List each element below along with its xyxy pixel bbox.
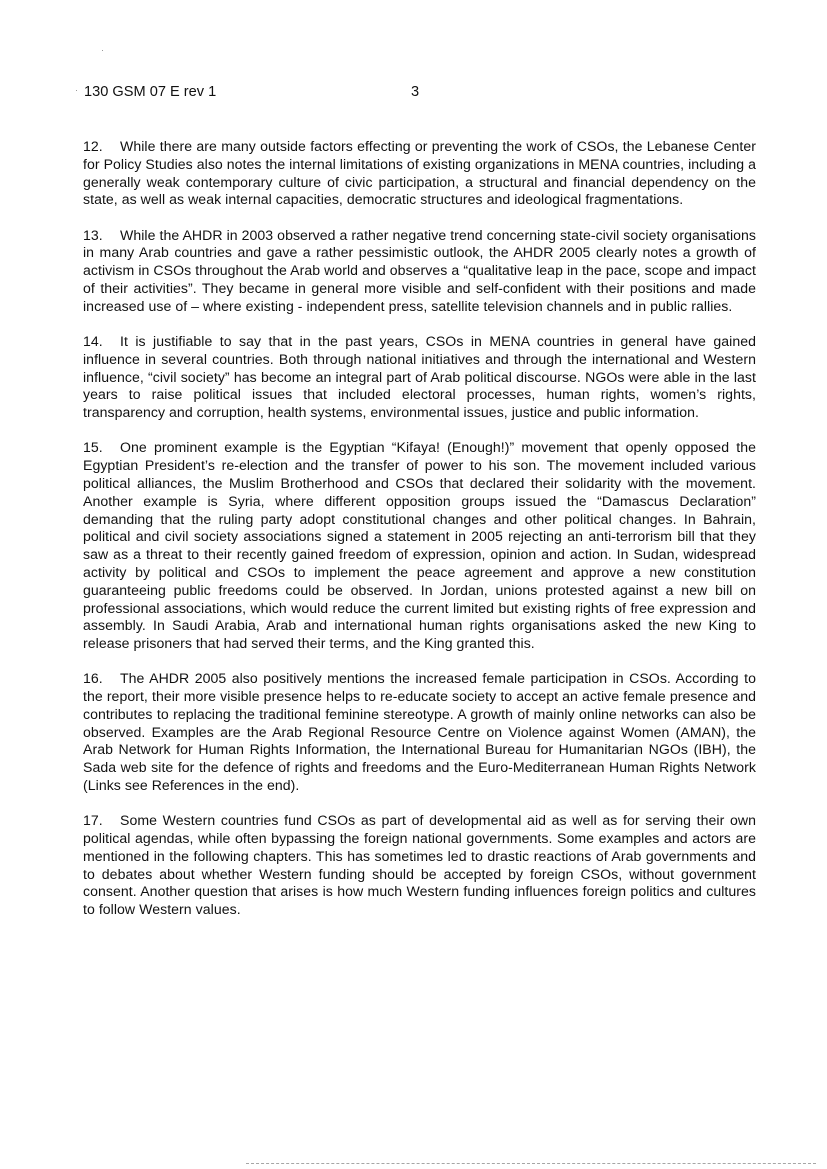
paragraph-number: 15. [83,439,103,456]
paragraph-number: 14. [83,332,103,349]
paragraph-text: It is justifiable to say that in the past years, CSOs in MENA countries in general have gained influence in several countries. Both through national initiatives and through the international and Western influence, “civil society” has become an integral part of Arab political discourse. NGOs were able in the last years to raise political issues that included electoral processes, human rights, women’s rights, transparency and corruption, health systems, environmental issues, justice and public information. [83,332,756,421]
paragraph-number: 13. [83,226,103,243]
paragraph-17 [83,812,756,919]
paragraph-number: 12. [83,138,103,154]
paragraph-text: Some Western countries fund CSOs as part of developmental aid as well as for serving their own political agendas, while often bypassing the foreign national governments. Some examples and actors are mentioned in the following chapters. This has sometimes led to drastic reactions of Arab governments and to debates about whether Western funding should be accepted by foreign CSOs, without government consent. Another question that arises is how much Western funding influences foreign politics and cultures to follow Western values. [83,812,756,918]
paragraph-15 [83,439,756,653]
paragraph-16 [83,670,756,795]
paragraph-number: 17. [83,812,103,829]
paragraph-text: While there are many outside factors effecting or preventing the work of CSOs, the Lebanese Center for Policy Studies also notes the internal limitations of existing organizations in MENA countries, including a generally weak contemporary culture of civic participation, a structural and financial dependency on the state, as well as weak internal capacities, democratic structures and ideological fragmentations. [83,138,756,208]
scan-speck [76,90,77,91]
document-code: 130 GSM 07 E rev 1 [84,84,217,100]
scan-edge-line [246,1163,816,1164]
page-number: 3 [411,84,420,100]
paragraph-text: The AHDR 2005 also positively mentions the increased female participation in CSOs. According to the report, their more visible presence helps to re-educate society to accept an active female presence and contributes to replacing the traditional feminine stereotype. A growth of mainly online networks can also be observed. Examples are the Arab Regional Resource Centre on Violence against Women (AMAN), the Arab Network for Human Rights Information, the International Bureau for Humanitarian NGOs (IBH), the Sada web site for the defence of rights and freedoms and the Euro-Mediterranean Human Rights Network (Links see References in the end). [83,670,756,794]
paragraph-text: While the AHDR in 2003 observed a rather negative trend concerning state-civil society organisations in many Arab countries and gave a rather pessimistic outlook, the AHDR 2005 clearly notes a growth of activism in CSOs throughout the Arab world and observes a “qualitative leap in the pace, scope and impact of their activities”. They became in general more visible and self-confident with their positions and made increased use of – where existing - independent press, satellite television channels and in public rallies. [83,226,756,314]
paragraph-13 [83,227,756,316]
paragraph-14 [83,333,756,422]
document-body [83,138,756,936]
paragraph-12 [83,138,756,209]
scan-speck [102,50,103,51]
paragraph-text: One prominent example is the Egyptian “Kifaya! (Enough!)” movement that openly opposed the Egyptian President’s re-election and the transfer of power to his son. The movement included various political alliances, the Muslim Brotherhood and CSOs that declared their solidarity with the movement. Another example is Syria, where different opposition groups issued the “Damascus Declaration” demanding that the ruling party adopt constitutional changes and other political changes. In Bahrain, political and civil society associations signed a statement in 2005 rejecting an anti-terrorism bill that they saw as a threat to their recently gained freedom of expression, opinion and action. In Sudan, widespread activity by political and CSOs to implement the peace agreement and approve a new constitution guaranteeing public freedoms could be observed. In Jordan, unions protested against a new bill on professional associations, which would reduce the current limited but existing rights of free expression and assembly. In Saudi Arabia, Arab and international human rights organisations asked the new King to release prisoners that had served their terms, and the King granted this. [83,439,756,652]
paragraph-number: 16. [83,670,103,687]
page-header [84,84,764,104]
